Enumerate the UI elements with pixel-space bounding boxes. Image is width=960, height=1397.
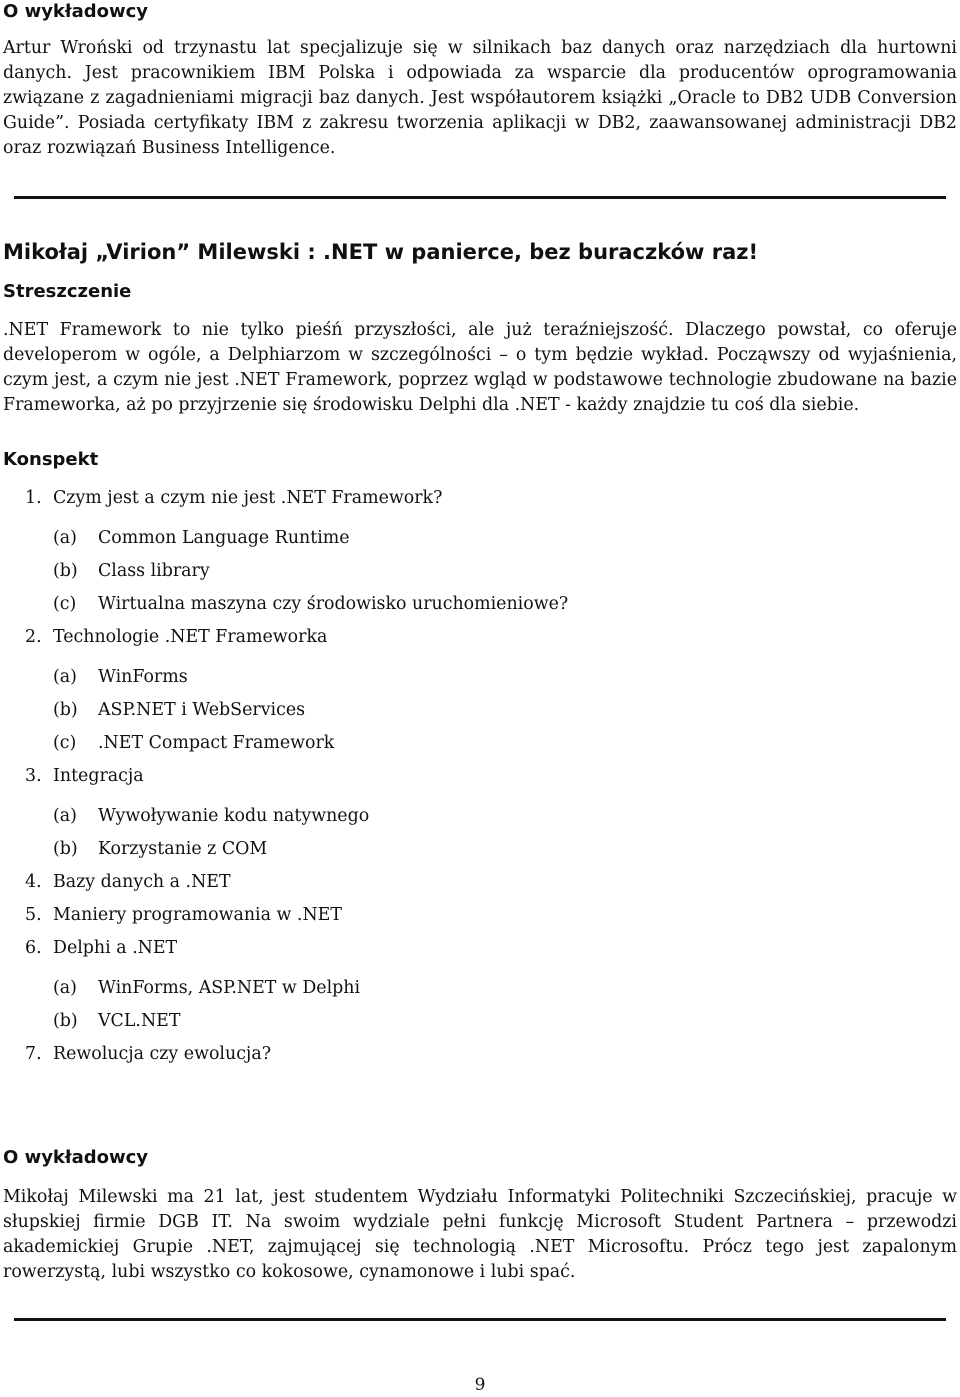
- outline-subitem: [53, 804, 957, 828]
- outline-sublist: [53, 665, 957, 755]
- outline-subitem-text: Common Language Runtime: [98, 528, 350, 548]
- outline-item-text: Rewolucja czy ewolucja?: [53, 1044, 272, 1064]
- outline-subitem: [53, 526, 957, 550]
- horizontal-rule-bottom: [14, 1318, 946, 1321]
- talk-title: Mikołaj „Virion” Milewski : .NET w panierce, bez buraczków raz!: [3, 240, 759, 264]
- outline-subitem-label: (a): [53, 806, 77, 826]
- horizontal-rule-top: [14, 196, 946, 199]
- outline-subitem: [53, 1009, 957, 1033]
- outline-subitem: [53, 837, 957, 861]
- outline-list: [3, 486, 957, 1075]
- outline-item: [3, 486, 957, 616]
- lecturer-bio-2: Mikołaj Milewski ma 21 lat, jest studentem Wydziału Informatyki Politechniki Szczecińskiej, pracuje w słupskiej firmie DGB IT. Na swoim wydziale pełni funkcję Microsoft Student Partnera – przewodzi akademickiej Grupie .NET, zajmującej się technologią .NET Microsoftu. Prócz tego jest zapalonym rowerzystą, lubi wszystko co kokosowe, cynamonowe i lubi spać.: [3, 1187, 957, 1282]
- outline-subitem-label: (c): [53, 733, 77, 753]
- outline-subitem: [53, 698, 957, 722]
- section-heading-about-lecturer-2: O wykładowcy: [3, 1147, 149, 1168]
- outline-subitem: [53, 592, 957, 616]
- outline-subitem-text: WinForms, ASP.NET w Delphi: [98, 978, 361, 998]
- outline-item-number: 2.: [25, 627, 42, 647]
- outline-subitem-text: Wywoływanie kodu natywnego: [98, 806, 370, 826]
- outline-subitem-label: (b): [53, 1011, 78, 1031]
- outline-subitem-label: (b): [53, 700, 78, 720]
- outline-subitem-text: Wirtualna maszyna czy środowisko uruchomieniowe?: [98, 594, 569, 614]
- outline-subitem-text: VCL.NET: [98, 1011, 181, 1031]
- outline-item: [3, 1042, 957, 1066]
- outline-subitem-text: .NET Compact Framework: [98, 733, 335, 753]
- outline-subitem: [53, 976, 957, 1000]
- abstract-heading: Streszczenie: [3, 281, 132, 302]
- outline-subitem: [53, 731, 957, 755]
- outline-subitem-text: ASP.NET i WebServices: [98, 700, 306, 720]
- outline-item: [3, 903, 957, 927]
- outline-subitem-label: (a): [53, 978, 77, 998]
- outline-ordered-list: [3, 486, 957, 1066]
- outline-item-number: 4.: [25, 872, 42, 892]
- outline-subitem-label: (a): [53, 667, 77, 687]
- outline-item-text: Czym jest a czym nie jest .NET Framework?: [53, 488, 443, 508]
- outline-heading: Konspekt: [3, 449, 99, 470]
- outline-item-number: 1.: [25, 488, 42, 508]
- outline-item-text: Delphi a .NET: [53, 938, 178, 958]
- lecturer-bio-1: Artur Wroński od trzynastu lat specjalizuje się w silnikach baz danych oraz narzędziach dla hurtowni danych. Jest pracownikiem IBM Polska i odpowiada za wsparcie dla producentów oprogramowania związane z zagadnieniami migracji baz danych. Jest współautorem książki „Oracle to DB2 UDB Conversion Guide”. Posiada certyfikaty IBM z zakresu tworzenia aplikacji w DB2, zaawansowanej administracji DB2 oraz rozwiązań Business Intelligence.: [3, 38, 957, 158]
- abstract-text: .NET Framework to nie tylko pieśń przyszłości, ale już teraźniejszość. Dlaczego powstał, co oferuje developerom w ogóle, a Delphiarzom w szczególności – o tym będzie wykład. Począwszy od wyjaśnienia, czym jest, a czym nie jest .NET Framework, poprzez wgląd w podstawowe technologie zbudowane na bazie Frameworka, aż po przyjrzenie się środowisku Delphi dla .NET - każdy znajdzie tu coś dla siebie.: [3, 320, 957, 415]
- outline-item-number: 3.: [25, 766, 42, 786]
- outline-subitem: [53, 665, 957, 689]
- outline-sublist: [53, 526, 957, 616]
- outline-item-text: Technologie .NET Frameworka: [53, 627, 328, 647]
- outline-item: [3, 625, 957, 755]
- outline-subitem-label: (b): [53, 839, 78, 859]
- outline-item-number: 6.: [25, 938, 42, 958]
- outline-item-text: Integracja: [53, 766, 144, 786]
- outline-sublist: [53, 976, 957, 1033]
- outline-subitem: [53, 559, 957, 583]
- outline-item-text: Maniery programowania w .NET: [53, 905, 342, 925]
- outline-subitem-label: (c): [53, 594, 77, 614]
- outline-subitem-text: WinForms: [98, 667, 188, 687]
- page-number: 9: [474, 1375, 486, 1395]
- outline-sublist: [53, 804, 957, 861]
- outline-item: [3, 936, 957, 1033]
- outline-item-number: 5.: [25, 905, 42, 925]
- outline-item: [3, 870, 957, 894]
- outline-subitem-text: Class library: [98, 561, 210, 581]
- outline-item: [3, 764, 957, 861]
- outline-item-text: Bazy danych a .NET: [53, 872, 231, 892]
- outline-subitem-label: (a): [53, 528, 77, 548]
- outline-subitem-text: Korzystanie z COM: [98, 839, 268, 859]
- outline-subitem-label: (b): [53, 561, 78, 581]
- outline-item-number: 7.: [25, 1044, 42, 1064]
- section-heading-about-lecturer-1: O wykładowcy: [3, 1, 149, 22]
